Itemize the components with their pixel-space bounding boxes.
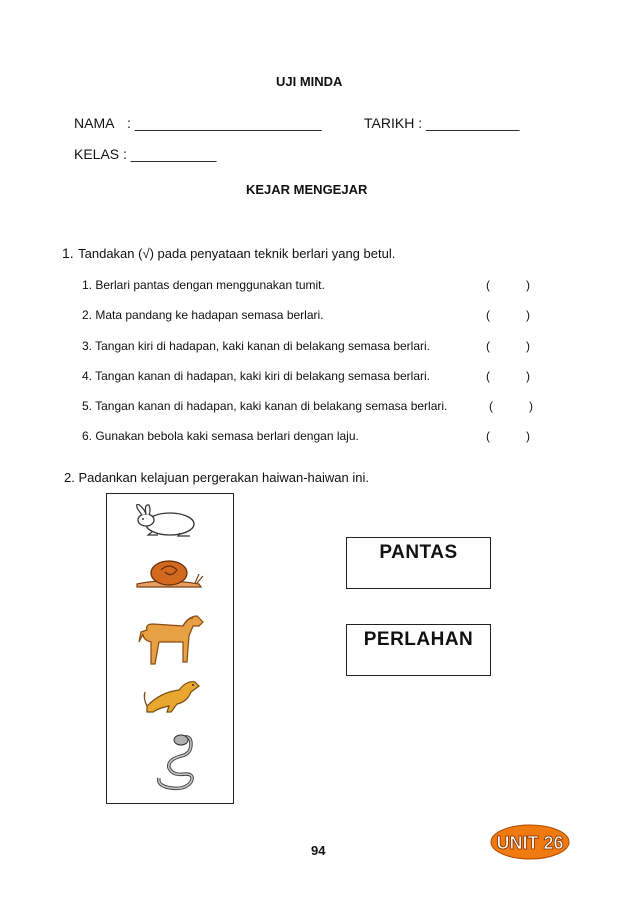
open-paren: ( [486, 308, 490, 322]
close-paren: ) [526, 278, 530, 292]
answer-checkbox[interactable] [486, 369, 530, 383]
answer-checkbox[interactable] [486, 429, 530, 443]
horse-icon[interactable] [137, 612, 207, 668]
cheetah-icon[interactable] [141, 676, 205, 716]
nama-field[interactable]: : ________________________ [127, 115, 322, 131]
question-2-text: 2. Padankan kelajuan pergerakan haiwan-haiwan ini. [64, 470, 369, 485]
close-paren: ) [526, 339, 530, 353]
pantas-box[interactable]: PANTAS [346, 537, 491, 589]
answer-checkbox[interactable] [486, 308, 530, 322]
kelas-field[interactable]: KELAS : ___________ [74, 146, 217, 162]
open-paren: ( [486, 429, 490, 443]
statement-item: 3. Tangan kiri di hadapan, kaki kanan di belakang semasa berlari. [82, 339, 430, 353]
perlahan-box[interactable]: PERLAHAN [346, 624, 491, 676]
statement-item: 1. Berlari pantas dengan menggunakan tumit. [82, 278, 325, 292]
answer-checkbox[interactable] [486, 278, 530, 292]
page-title: UJI MINDA [276, 74, 343, 89]
animal-box [106, 493, 234, 804]
question-1-number: 1. [62, 245, 74, 261]
unit-badge [490, 824, 570, 860]
answer-checkbox[interactable] [486, 339, 530, 353]
open-paren: ( [486, 369, 490, 383]
statement-item: 5. Tangan kanan di hadapan, kaki kanan di belakang semasa berlari. [82, 399, 448, 413]
tarikh-field[interactable]: TARIKH : ____________ [364, 115, 520, 131]
page-number: 94 [311, 843, 326, 858]
section-subtitle: KEJAR MENGEJAR [246, 182, 368, 197]
open-paren: ( [489, 399, 493, 413]
statement-item: 6. Gunakan bebola kaki semasa berlari dengan laju. [82, 429, 359, 443]
nama-label: NAMA [74, 115, 115, 131]
answer-checkbox[interactable] [489, 399, 533, 413]
statement-item: 4. Tangan kanan di hadapan, kaki kiri di belakang semasa berlari. [82, 369, 430, 383]
close-paren: ) [526, 369, 530, 383]
unit-badge-text: UNIT 26 [496, 833, 564, 853]
snake-icon[interactable] [151, 732, 201, 792]
rabbit-icon[interactable] [132, 504, 202, 538]
question-1-heading [62, 245, 395, 263]
statement-item: 2. Mata pandang ke hadapan semasa berlari. [82, 308, 324, 322]
question-1-text: Tandakan (√) pada penyataan teknik berlari yang betul. [78, 246, 396, 261]
snail-icon[interactable] [133, 556, 205, 590]
close-paren: ) [529, 399, 533, 413]
close-paren: ) [526, 429, 530, 443]
open-paren: ( [486, 339, 490, 353]
open-paren: ( [486, 278, 490, 292]
close-paren: ) [526, 308, 530, 322]
